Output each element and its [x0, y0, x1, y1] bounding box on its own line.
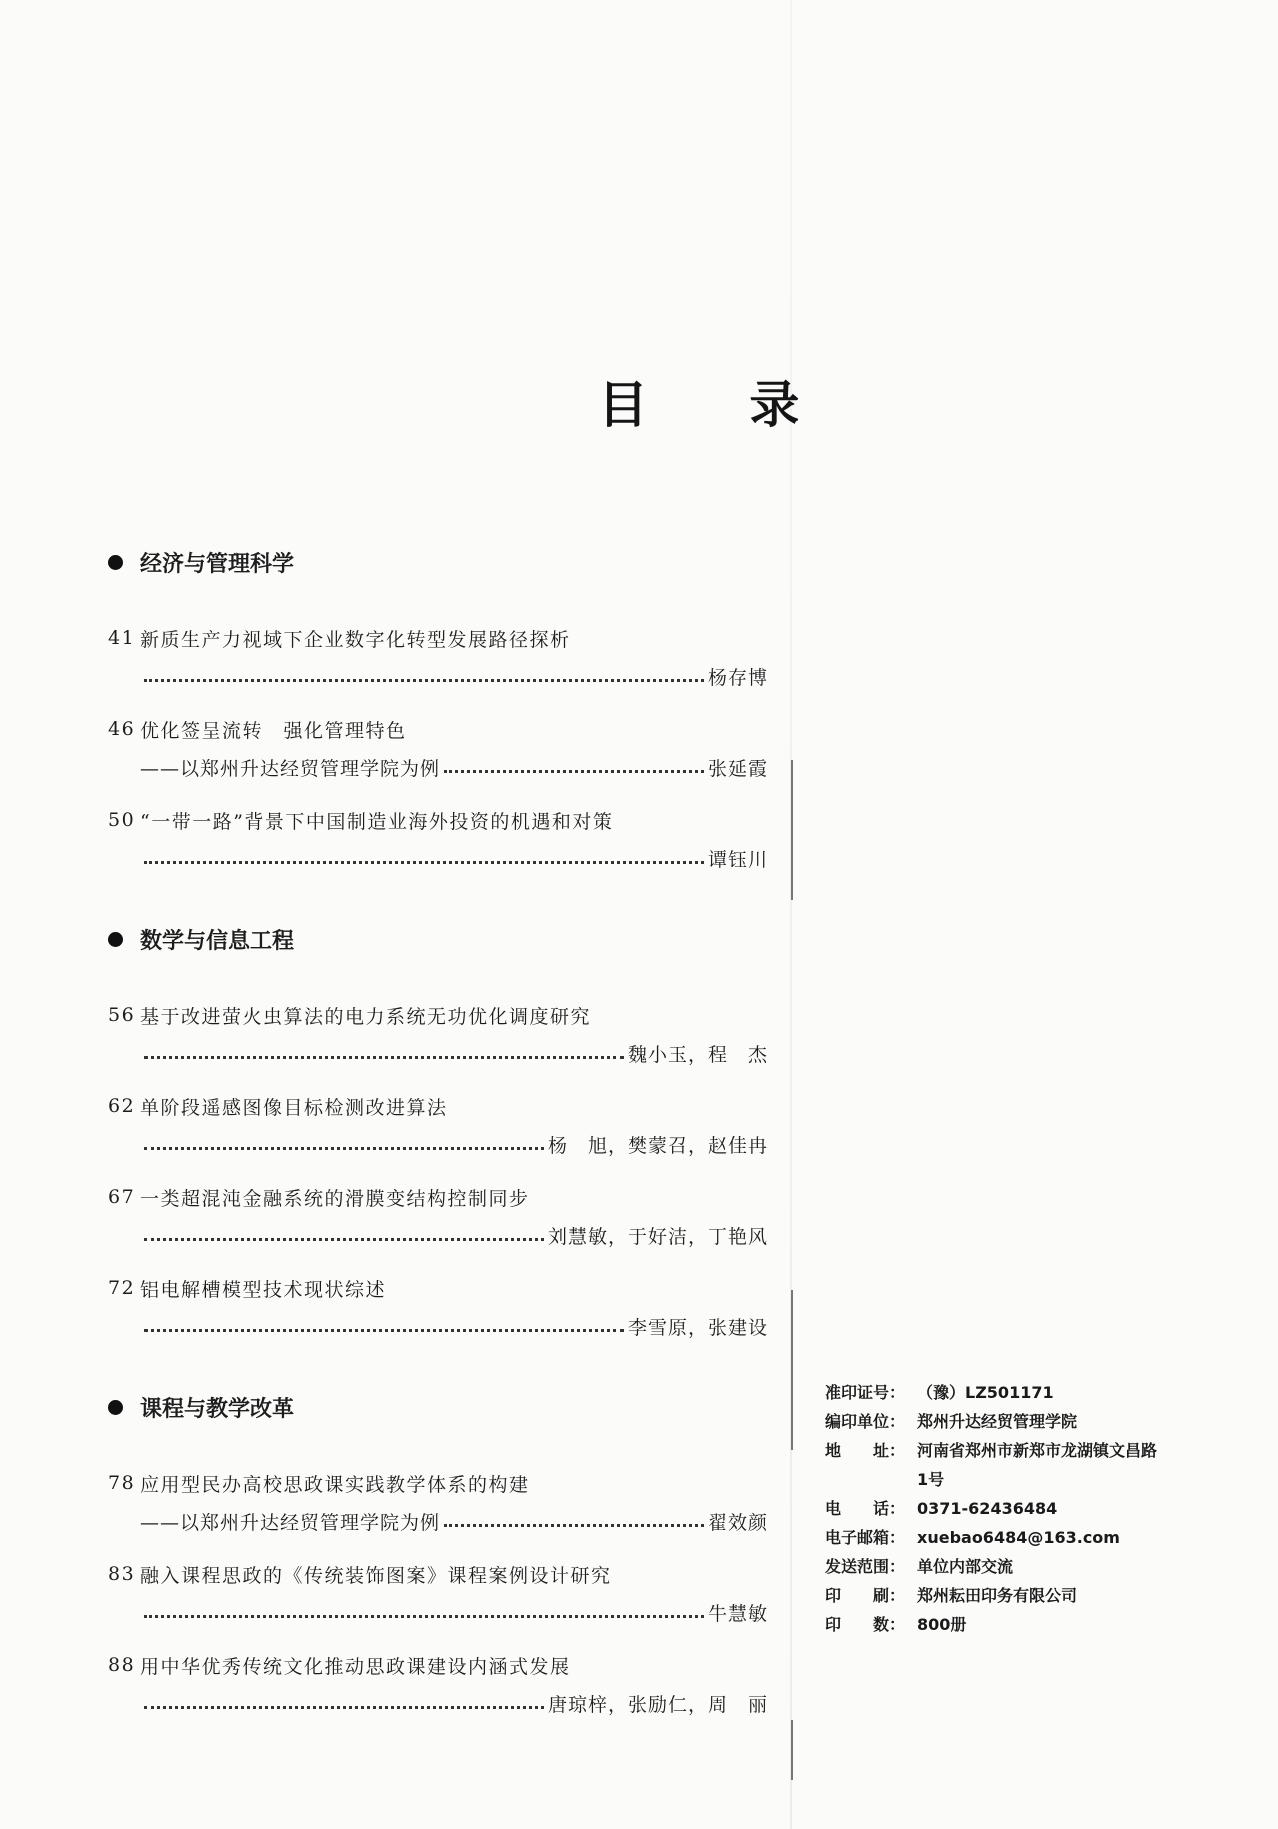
toc-entry[interactable]: [108, 1555, 768, 1631]
toc-entry[interactable]: [108, 996, 768, 1072]
info-label: 印 刷：: [825, 1586, 906, 1605]
info-value: 河南省郑州市新郑市龙湖镇文昌路1号: [917, 1441, 1158, 1489]
entry-page-number: 78: [108, 1472, 136, 1494]
entry-authors: 翟效颜: [707, 1511, 768, 1534]
entry-authors: 魏小玉，程 杰: [627, 1043, 768, 1066]
entry-page-number: 62: [108, 1095, 136, 1117]
entry-page-number: 46: [108, 718, 136, 740]
section-heading: [108, 544, 768, 580]
entry-page-number: 41: [108, 627, 136, 649]
bullet-icon: [108, 1400, 123, 1415]
toc-entry[interactable]: [108, 1269, 768, 1345]
info-value: （豫）LZ501171: [917, 1383, 1054, 1402]
entry-subtitle: ——以郑州升达经贸管理学院为例: [140, 757, 441, 780]
dot-leader: [144, 1706, 544, 1709]
entry-authors: 李雪原，张建设: [627, 1316, 768, 1339]
dot-leader: [144, 1615, 704, 1618]
entry-title: 铝电解槽模型技术现状综述: [140, 1278, 387, 1301]
info-value: 0371-62436484: [917, 1499, 1058, 1518]
fold-crease-mark: [791, 760, 793, 900]
entry-authors: 刘慧敏，于好洁，丁艳风: [547, 1225, 768, 1248]
info-value: 800册: [917, 1615, 967, 1634]
entry-title: 单阶段遥感图像目标检测改进算法: [140, 1096, 448, 1119]
info-row-permit: [825, 1378, 1157, 1407]
section-heading: [108, 1389, 768, 1425]
info-value: 郑州耘田印务有限公司: [917, 1586, 1078, 1605]
info-row-publisher: [825, 1407, 1157, 1436]
toc-entry[interactable]: [108, 1087, 768, 1163]
info-label: 编印单位：: [825, 1412, 906, 1431]
info-row-distribution: [825, 1552, 1157, 1581]
info-label: 准印证号：: [825, 1383, 906, 1402]
info-label: 发送范围：: [825, 1557, 906, 1576]
section-heading: [108, 921, 768, 957]
entry-subtitle: ——以郑州升达经贸管理学院为例: [140, 1511, 441, 1534]
info-value: 郑州升达经贸管理学院: [917, 1412, 1078, 1431]
page-title: 目 录: [598, 376, 842, 434]
entry-title: 融入课程思政的《传统装饰图案》课程案例设计研究: [140, 1564, 612, 1587]
toc-entry[interactable]: [108, 1178, 768, 1254]
info-label: 电子邮箱：: [825, 1528, 906, 1547]
entry-title: 一类超混沌金融系统的滑膜变结构控制同步: [140, 1187, 530, 1210]
toc-section: [108, 544, 768, 877]
info-value: 单位内部交流: [917, 1557, 1014, 1576]
entry-authors: 牛慧敏: [707, 1602, 768, 1625]
entry-title: 新质生产力视域下企业数字化转型发展路径探析: [140, 628, 571, 651]
dot-leader: [144, 861, 704, 864]
entry-title: 应用型民办高校思政课实践教学体系的构建: [140, 1473, 530, 1496]
toc-entry[interactable]: [108, 619, 768, 695]
entry-page-number: 67: [108, 1186, 136, 1208]
toc-entry[interactable]: [108, 1646, 768, 1722]
dot-leader: [444, 1524, 704, 1527]
toc-entry[interactable]: [108, 1464, 768, 1540]
fold-crease-mark: [791, 1720, 793, 1780]
table-of-contents: [108, 544, 768, 1766]
bullet-icon: [108, 932, 123, 947]
toc-section: [108, 1389, 768, 1722]
entry-title: 用中华优秀传统文化推动思政课建设内涵式发展: [140, 1655, 571, 1678]
page-fold: [790, 0, 792, 1829]
entry-page-number: 56: [108, 1004, 136, 1026]
dot-leader: [144, 1056, 624, 1059]
entry-authors: 杨 旭，樊蒙召，赵佳冉: [547, 1134, 768, 1157]
entry-title: “一带一路”背景下中国制造业海外投资的机遇和对策: [140, 810, 614, 833]
dot-leader: [144, 1329, 624, 1332]
dot-leader: [144, 1238, 544, 1241]
section-heading-text: 数学与信息工程: [140, 928, 295, 954]
dot-leader: [144, 1147, 544, 1150]
info-label: 电 话：: [825, 1499, 906, 1518]
entry-page-number: 88: [108, 1654, 136, 1676]
fold-crease-mark: [791, 1290, 793, 1450]
entry-authors: 张延霞: [707, 757, 768, 780]
dot-leader: [444, 770, 704, 773]
entry-page-number: 72: [108, 1277, 136, 1299]
info-row-address: [825, 1436, 1157, 1494]
info-row-email: [825, 1523, 1157, 1552]
publication-info: [825, 1378, 1157, 1639]
info-row-printer: [825, 1581, 1157, 1610]
info-row-print-run: [825, 1610, 1157, 1639]
info-label: 地 址：: [825, 1441, 906, 1460]
dot-leader: [144, 679, 704, 682]
bullet-icon: [108, 555, 123, 570]
toc-section: [108, 921, 768, 1345]
toc-entry[interactable]: [108, 710, 768, 786]
info-row-phone: [825, 1494, 1157, 1523]
entry-title: 优化签呈流转 强化管理特色: [140, 719, 407, 742]
entry-authors: 唐琼梓，张励仁，周 丽: [547, 1693, 768, 1716]
section-heading-text: 经济与管理科学: [140, 551, 295, 577]
section-heading-text: 课程与教学改革: [140, 1396, 295, 1422]
info-label: 印 数：: [825, 1615, 906, 1634]
entry-authors: 杨存博: [707, 666, 768, 689]
entry-page-number: 83: [108, 1563, 136, 1585]
info-value: xuebao6484@163.com: [917, 1528, 1120, 1547]
entry-authors: 谭钰川: [707, 848, 768, 871]
entry-title: 基于改进萤火虫算法的电力系统无功优化调度研究: [140, 1005, 592, 1028]
entry-page-number: 50: [108, 809, 136, 831]
toc-entry[interactable]: [108, 801, 768, 877]
